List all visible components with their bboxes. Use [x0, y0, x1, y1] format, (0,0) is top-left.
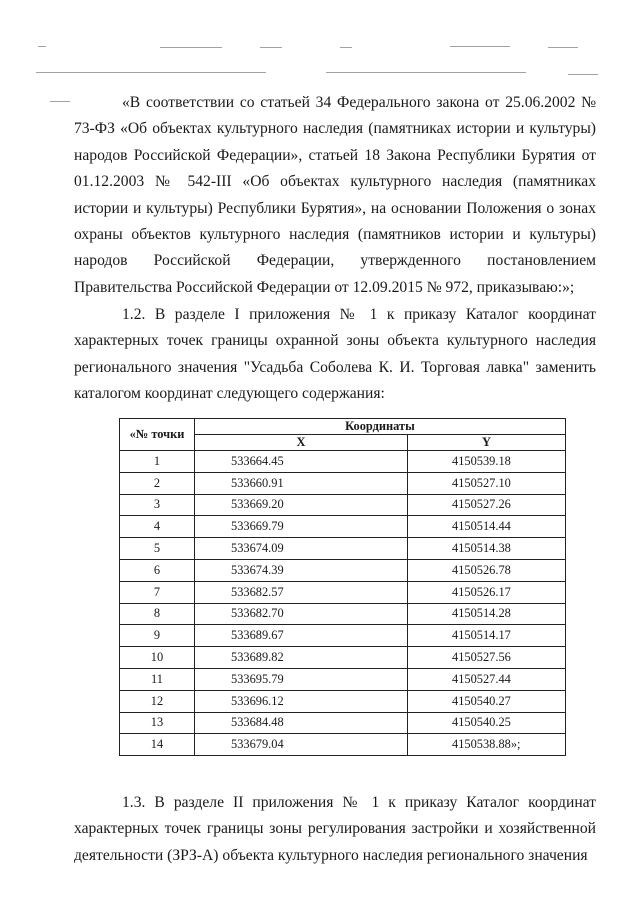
point-number-cell: 4	[120, 516, 195, 538]
table-row	[120, 690, 566, 712]
point-number-cell: 7	[120, 581, 195, 603]
point-number-cell: 8	[120, 603, 195, 625]
section-1-3-text: 1.3. В разделе II приложения № 1 к приказу Каталог координат характерных точек границы зоны регулирования застройки и хозяйственной деятельности (ЗРЗ-А) объекта культурного наследия регионального значения	[74, 794, 596, 864]
y-coordinate-cell: 4150540.27	[408, 690, 566, 712]
point-number-cell: 9	[120, 625, 195, 647]
y-coordinate-cell: 4150527.10	[408, 472, 566, 494]
y-coordinate-cell: 4150514.44	[408, 516, 566, 538]
y-coordinate-cell: 4150527.56	[408, 647, 566, 669]
header-y: Y	[408, 435, 566, 451]
x-coordinate-cell: 533689.67	[195, 625, 408, 647]
intro-text: «В соответствии со статьей 34 Федерального закона от 25.06.2002 № 73-ФЗ «Об объектах культурного наследия (памятниках истории и культуры) народов Российской Федерации», статьей 18 Закона Республики Бурятия от 01.12.2003 № 542-III «Об объектах культурного наследия (памятниках истории и культуры) Республики Бурятия», на основании Положения о зонах охраны объектов культурного наследия (памятников истории и культуры) народов Российской Федерации, утвержденного постановлением Правительства Российской Федерации от 12.09.2015 № 972, приказываю:»;	[74, 94, 596, 296]
table-row	[120, 559, 566, 581]
point-number-cell: 13	[120, 712, 195, 734]
point-number-cell: 1	[120, 451, 195, 473]
x-coordinate-cell: 533674.39	[195, 559, 408, 581]
table-row	[120, 603, 566, 625]
intro-paragraph	[74, 90, 596, 301]
point-number-cell: 6	[120, 559, 195, 581]
point-number-cell: 3	[120, 494, 195, 516]
x-coordinate-cell: 533684.48	[195, 712, 408, 734]
table-row	[120, 712, 566, 734]
y-coordinate-cell: 4150539.18	[408, 451, 566, 473]
x-coordinate-cell: 533682.70	[195, 603, 408, 625]
y-coordinate-cell: 4150527.44	[408, 668, 566, 690]
header-coordinates: Координаты	[195, 419, 566, 435]
section-1-2-text: 1.2. В разделе I приложения № 1 к приказу Каталог координат характерных точек границы охранной зоны объекта культурного наследия регионального значения "Усадьба Соболева К. И. Торговая лавка" заменить каталогом координат следующего содержания:	[74, 306, 596, 403]
table-row	[120, 516, 566, 538]
table-row	[120, 668, 566, 690]
point-number-cell: 14	[120, 734, 195, 756]
coordinates-table	[119, 418, 566, 756]
x-coordinate-cell: 533669.20	[195, 494, 408, 516]
x-coordinate-cell: 533660.91	[195, 472, 408, 494]
section-1-3-paragraph	[74, 790, 596, 869]
y-coordinate-cell: 4150526.78	[408, 559, 566, 581]
table-row	[120, 451, 566, 473]
x-coordinate-cell: 533664.45	[195, 451, 408, 473]
point-number-cell: 2	[120, 472, 195, 494]
table-row	[120, 581, 566, 603]
point-number-cell: 11	[120, 668, 195, 690]
table-row	[120, 647, 566, 669]
table-row	[120, 494, 566, 516]
x-coordinate-cell: 533669.79	[195, 516, 408, 538]
x-coordinate-cell: 533674.09	[195, 538, 408, 560]
y-coordinate-cell: 4150538.88»;	[408, 734, 566, 756]
y-coordinate-cell: 4150514.17	[408, 625, 566, 647]
table-row	[120, 538, 566, 560]
point-number-cell: 10	[120, 647, 195, 669]
header-point-number: «№ точки	[120, 419, 195, 451]
x-coordinate-cell: 533679.04	[195, 734, 408, 756]
y-coordinate-cell: 4150527.26	[408, 494, 566, 516]
point-number-cell: 12	[120, 690, 195, 712]
y-coordinate-cell: 4150540.25	[408, 712, 566, 734]
x-coordinate-cell: 533695.79	[195, 668, 408, 690]
coordinates-table-body	[120, 451, 566, 756]
x-coordinate-cell: 533696.12	[195, 690, 408, 712]
table-row	[120, 625, 566, 647]
y-coordinate-cell: 4150514.38	[408, 538, 566, 560]
x-coordinate-cell: 533682.57	[195, 581, 408, 603]
header-x: X	[195, 435, 408, 451]
y-coordinate-cell: 4150526.17	[408, 581, 566, 603]
table-row	[120, 472, 566, 494]
point-number-cell: 5	[120, 538, 195, 560]
section-1-2-paragraph	[74, 302, 596, 408]
table-row	[120, 734, 566, 756]
y-coordinate-cell: 4150514.28	[408, 603, 566, 625]
x-coordinate-cell: 533689.82	[195, 647, 408, 669]
